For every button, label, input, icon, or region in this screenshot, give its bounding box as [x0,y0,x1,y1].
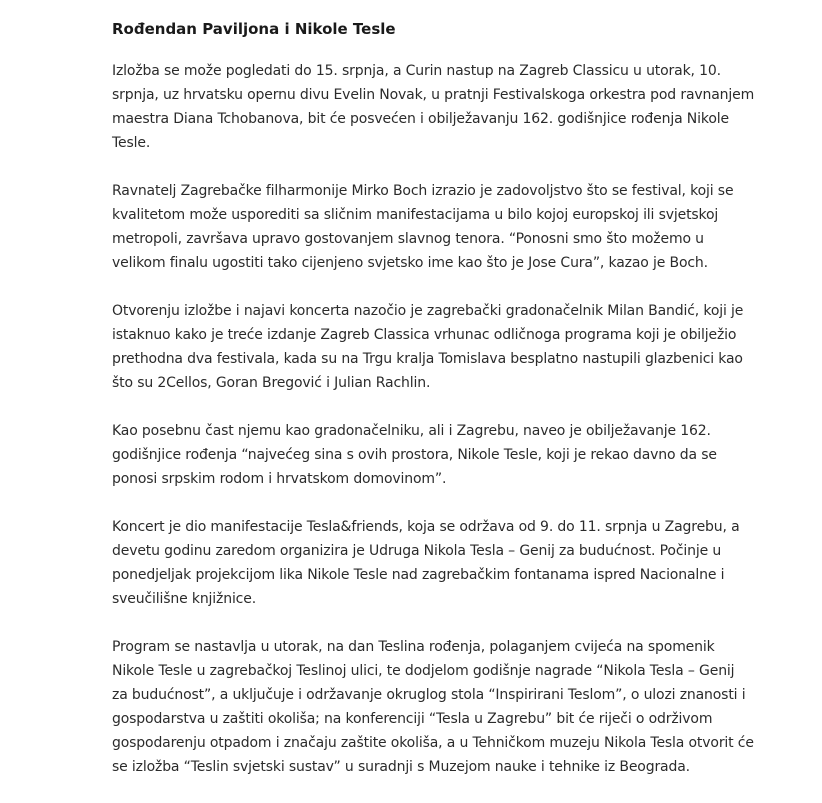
text-line: Program se nastavlja u utorak, na dan Teslina rođenja, polaganjem cvijeća na spomenik [112,639,715,655]
text-line: Izložba se može pogledati do 15. srpnja, a Curin nastup na Zagreb Classicu u utorak, 10. [112,63,721,79]
text-line: gospodarstva u zaštiti okoliša; na konferenciji “Tesla u Zagrebu” bit će riječi o održivom [112,711,713,727]
paragraph-4 [112,419,752,491]
paragraph-1 [112,59,755,155]
paragraph-6 [112,635,752,779]
paragraph-3 [112,299,752,395]
text-line: maestra Diana Tchobanova, bit će posvećen i obilježavanju 162. godišnjice rođenja Nikole [112,111,729,127]
text-line: Ravnatelj Zagrebačke filharmonije Mirko Boch izrazio je zadovoljstvo što se festival, koji se [112,183,734,199]
text-line: prethodna dva festivala, kada su na Trgu kralja Tomislava besplatno nastupili glazbenici kao [112,351,743,367]
text-line: srpnja, uz hrvatsku opernu divu Evelin Novak, u pratnji Festivalskoga orkestra pod ravnanjem [112,87,755,103]
paragraph-2 [112,179,752,275]
text-line: kvalitetom može usporediti sa sličnim manifestacijama u bilo kojoj europskoj ili svjetskoj [112,207,719,223]
article [112,19,755,803]
text-line: godišnjice rođenja “najvećeg sina s ovih prostora, Nikole Tesle, koji je rekao davno da se [112,447,717,463]
text-line: gospodarenju otpadom i značaju zaštite okoliša, a u Tehničkom muzeju Nikola Tesla otvorit će [112,735,754,751]
paragraph-5 [112,515,752,611]
text-line: Nikole Tesle u zagrebačkoj Teslinoj ulici, te dodjelom godišnje nagrade “Nikola Tesla – Genij [112,663,735,679]
text-line: devetu godinu zaredom organizira je Udruga Nikola Tesla – Genij za budućnost. Počinje u [112,543,722,559]
article-title: Rođendan Paviljona i Nikole Tesle [112,20,396,38]
text-line: velikom finalu ugostiti tako cijenjeno svjetsko ime kao što je Jose Cura”, kazao je Boch. [112,255,708,271]
text-line: se izložba “Teslin svjetski sustav” u suradnji s Muzejom nauke i tehnike iz Beograda. [112,759,690,775]
text-line: što su 2Cellos, Goran Bregović i Julian Rachlin. [112,375,431,391]
text-line: Tesle. [112,135,151,151]
text-line: metropoli, završava upravo gostovanjem slavnog tenora. “Ponosni smo što možemo u [112,231,704,247]
text-line: Koncert je dio manifestacije Tesla&friends, koja se održava od 9. do 11. srpnja u Zagrebu, a [112,519,740,535]
text-line: za budućnost”, a uključuje i održavanje okruglog stola “Inspirirani Teslom”, o ulozi znanosti i [112,687,746,703]
text-line: Kao posebnu čast njemu kao gradonačelniku, ali i Zagrebu, naveo je obilježavanje 162. [112,423,711,439]
text-line: istaknuo kako je treće izdanje Zagreb Classica vrhunac odličnoga programa koji je obilježio [112,327,737,343]
text-line: ponosi srpskim rodom i hrvatskom domovinom”. [112,471,447,487]
text-line: sveučilišne knjižnice. [112,591,256,607]
text-line: Otvorenju izložbe i najavi koncerta nazočio je zagrebački gradonačelnik Milan Bandić, koji je [112,303,744,319]
text-line: ponedjeljak projekcijom lika Nikole Tesle nad zagrebačkim fontanama ispred Nacionalne i [112,567,725,583]
